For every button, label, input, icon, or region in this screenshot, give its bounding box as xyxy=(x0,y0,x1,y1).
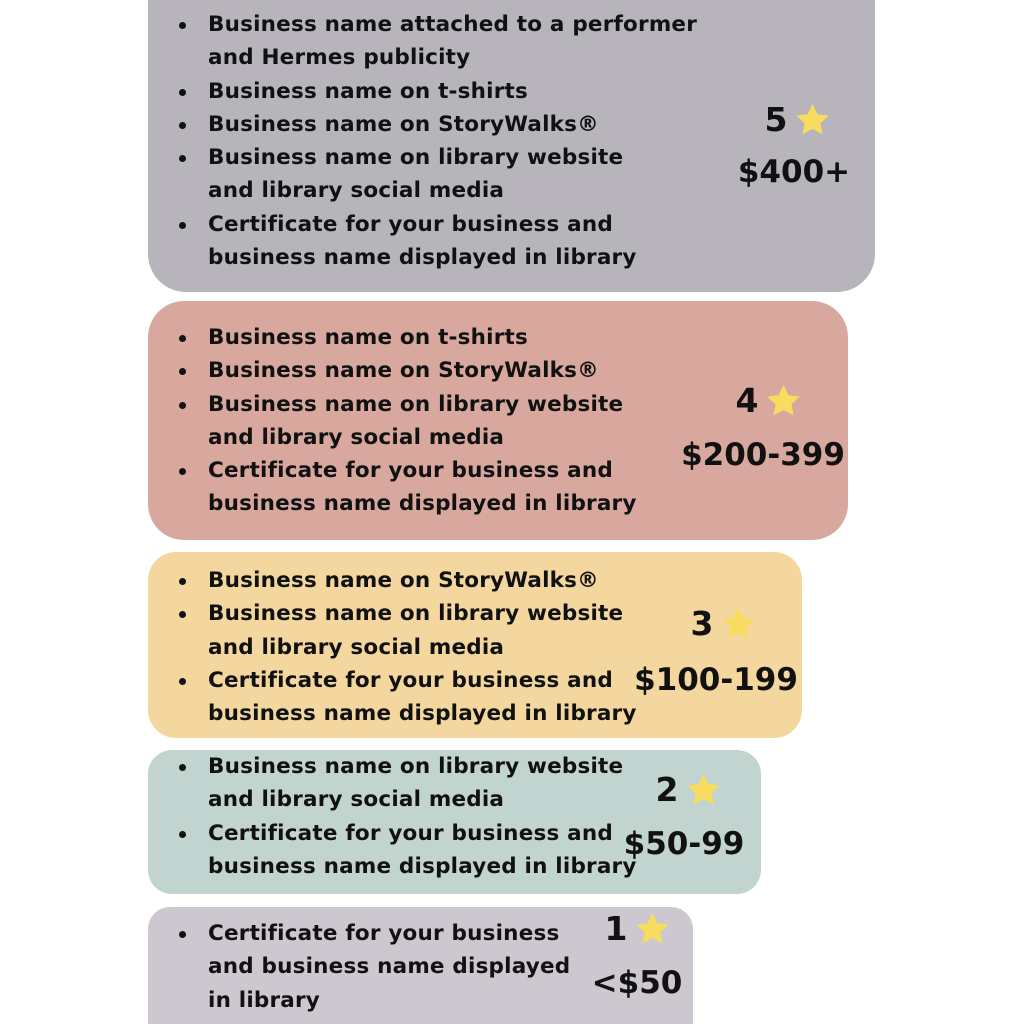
tier-2-level xyxy=(656,770,723,809)
level-number: 2 xyxy=(655,770,679,809)
tier-5-benefit-list xyxy=(176,8,697,274)
star-icon xyxy=(719,605,757,643)
star-icon xyxy=(633,910,671,948)
tier-3-price: $100-199 xyxy=(634,662,798,698)
benefit-item: Business name on library website and library social media xyxy=(208,597,637,664)
benefit-item: Business name on library website and library social media xyxy=(208,141,697,208)
level-number: 3 xyxy=(690,604,714,643)
tier-2-benefit-list xyxy=(176,750,637,883)
tier-5-level xyxy=(765,100,832,139)
tier-5-card xyxy=(148,0,875,292)
benefit-item: Business name on t-shirts xyxy=(208,321,637,354)
tier-1-level xyxy=(605,909,672,948)
level-number: 5 xyxy=(764,100,788,139)
benefit-item: Certificate for your business and business name displayed in library xyxy=(208,208,697,275)
tier-4-level xyxy=(736,381,803,420)
benefit-item: Certificate for your business and business name displayed in library xyxy=(208,664,637,731)
benefit-item: Business name on library website and library social media xyxy=(208,750,637,817)
benefit-item: Business name on t-shirts xyxy=(208,75,697,108)
tier-2-card xyxy=(148,750,761,894)
tier-4-benefit-list xyxy=(176,321,637,521)
star-icon xyxy=(793,101,831,139)
tier-5-price: $400+ xyxy=(737,154,851,190)
benefit-item: Business name on StoryWalks® xyxy=(208,354,637,387)
benefit-item: Certificate for your business and business name displayed in library xyxy=(208,817,637,884)
benefit-item: Business name attached to a performer and Hermes publicity xyxy=(208,8,697,75)
tier-3-card xyxy=(148,552,802,738)
star-icon xyxy=(764,382,802,420)
tier-1-card xyxy=(148,907,693,1024)
tier-4-card xyxy=(148,301,848,540)
tier-1-price: <$50 xyxy=(591,965,683,1001)
benefit-item: Certificate for your business and business name displayed in library xyxy=(208,917,570,1017)
level-number: 1 xyxy=(604,909,628,948)
tier-4-price: $200-399 xyxy=(681,437,845,473)
level-number: 4 xyxy=(735,381,759,420)
star-icon xyxy=(684,771,722,809)
benefit-item: Business name on StoryWalks® xyxy=(208,108,697,141)
tier-2-price: $50-99 xyxy=(623,826,745,862)
tier-3-benefit-list xyxy=(176,564,637,730)
tier-3-level xyxy=(691,604,758,643)
tier-1-benefit-list xyxy=(176,917,570,1017)
benefit-item: Business name on library website and library social media xyxy=(208,388,637,455)
benefit-item: Business name on StoryWalks® xyxy=(208,564,637,597)
benefit-item: Certificate for your business and business name displayed in library xyxy=(208,454,637,521)
